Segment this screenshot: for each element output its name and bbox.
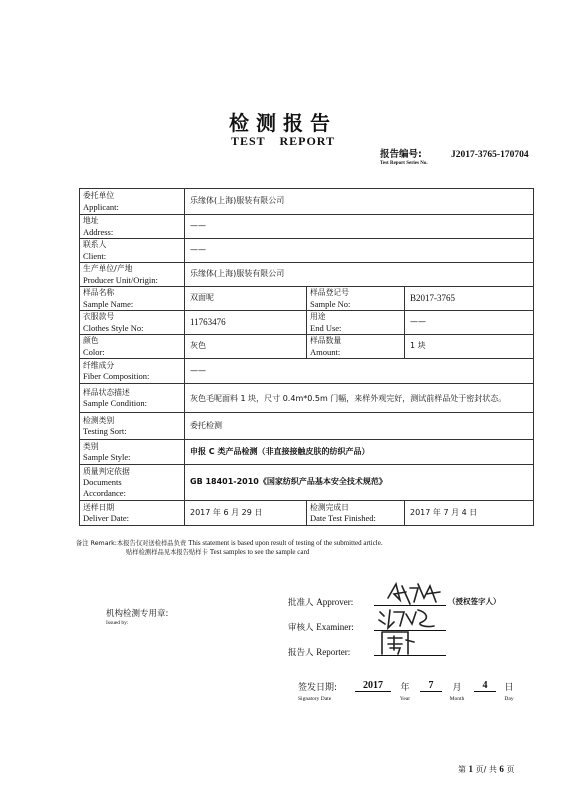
report-no-value: J2017-3765-170704 bbox=[451, 150, 529, 160]
testing-sort-value: 委托检测 bbox=[185, 413, 534, 440]
address-label: 地址 Address: bbox=[80, 215, 185, 239]
address-value: —— bbox=[185, 215, 534, 239]
color-value: 灰色 bbox=[185, 335, 307, 359]
accordance-value: GB 18401-2010《国家纺织产品基本安全技术规范》 bbox=[185, 465, 534, 501]
remark-line-2: 贴样检测样品见本报告贴样卡 Test samples to see the sample card bbox=[126, 548, 310, 556]
sample-info-table bbox=[79, 188, 534, 526]
approver-row: 批准人 Approver: bbox=[288, 597, 354, 608]
end-use-label: 用途 End Use: bbox=[307, 311, 405, 335]
report-title-en: TEST REPORT bbox=[230, 134, 336, 148]
signatory-date bbox=[0, 680, 566, 710]
signatory-year-unit: 年 Year bbox=[399, 683, 411, 702]
row-accordance bbox=[80, 465, 534, 501]
testing-sort-label: 检测类别 Testing Sort: bbox=[80, 413, 185, 440]
finish-date-value: 2017 年 7 月 4 日 bbox=[405, 501, 534, 526]
sample-name-label: 样品名称 Sample Name: bbox=[80, 287, 185, 311]
row-dates bbox=[80, 501, 534, 526]
fiber-label: 纤维成分 Fiber Composition: bbox=[80, 359, 185, 384]
row-producer bbox=[80, 263, 534, 287]
applicant-value: 乐缘体(上海)服装有限公司 bbox=[185, 189, 534, 215]
style-no-value: 11763476 bbox=[185, 311, 307, 335]
client-value: —— bbox=[185, 239, 534, 263]
row-testing-sort bbox=[80, 413, 534, 440]
row-style-no bbox=[80, 311, 534, 335]
page-number: 第 1 页/ 共 6 页 bbox=[458, 764, 515, 774]
finish-date-label: 检测完成日 Date Test Finished: bbox=[307, 501, 405, 526]
issued-by bbox=[106, 607, 168, 626]
report-no-label-en: Test Report Series No. bbox=[380, 161, 428, 166]
remark-line-1: 备注 Remark:本报告仅对送检样品负责 This statement is based upon result of testing of the submitted article. bbox=[76, 539, 383, 547]
applicant-label: 委托单位 Applicant: bbox=[80, 189, 185, 215]
row-fiber bbox=[80, 359, 534, 384]
deliver-date-label: 送样日期 Deliver Date: bbox=[80, 501, 185, 526]
row-sample-name bbox=[80, 287, 534, 311]
producer-value: 乐缘体(上海)服装有限公司 bbox=[185, 263, 534, 287]
report-no-label bbox=[380, 146, 428, 166]
row-address bbox=[80, 215, 534, 239]
amount-label: 样品数量 Amount: bbox=[307, 335, 405, 359]
row-condition bbox=[80, 384, 534, 413]
examiner-row: 审核人 Examiner: bbox=[288, 622, 354, 633]
style-no-label: 衣服款号 Clothes Style No: bbox=[80, 311, 185, 335]
sample-style-label: 类别 Sample Style: bbox=[80, 440, 185, 465]
row-color bbox=[80, 335, 534, 359]
report-no-label-cn: 报告编号: bbox=[380, 149, 422, 160]
row-applicant bbox=[80, 189, 534, 215]
sample-no-value: B2017-3765 bbox=[405, 287, 534, 311]
deliver-date-value: 2017 年 6 月 29 日 bbox=[185, 501, 307, 526]
amount-value: 1 块 bbox=[405, 335, 534, 359]
signatory-date-label: 签发日期: Signatory Date bbox=[298, 683, 338, 702]
reporter-row: 报告人 Reporter: bbox=[288, 647, 351, 658]
producer-label: 生产单位/产地 Producer Unit/Origin: bbox=[80, 263, 185, 287]
end-use-value: —— bbox=[405, 311, 534, 335]
sample-no-label: 样品登记号 Sample No: bbox=[307, 287, 405, 311]
fiber-value: —— bbox=[185, 359, 534, 384]
signatory-month: 7 bbox=[420, 680, 442, 692]
approver-note: （授权签字人） bbox=[448, 597, 501, 606]
client-label: 联系人 Client: bbox=[80, 239, 185, 263]
condition-value: 灰色毛呢面料 1 块，尺寸 0.4m*0.5m 门幅，来样外观完好，测试前样品处于密封状态。 bbox=[185, 384, 534, 413]
sample-name-value: 双面呢 bbox=[185, 287, 307, 311]
signatory-day-unit: 日 Day bbox=[504, 683, 514, 702]
signatory-month-unit: 月 Month bbox=[449, 683, 465, 702]
reporter-signature bbox=[378, 628, 418, 658]
issued-by-label-cn: 机构检测专用章: bbox=[106, 609, 169, 619]
signatory-day: 4 bbox=[474, 680, 496, 692]
color-label: 颜色 Color: bbox=[80, 335, 185, 359]
accordance-label: 质量判定依据 Documents Accordance: bbox=[80, 465, 185, 501]
report-title-cn: 检测报告 bbox=[229, 111, 337, 135]
row-sample-style bbox=[80, 440, 534, 465]
sample-style-value: 申报 C 类产品检测（非直接接触皮肤的纺织产品） bbox=[185, 440, 534, 465]
remark bbox=[76, 539, 383, 557]
signatory-year: 2017 bbox=[355, 680, 391, 692]
condition-label: 样品状态描述 Sample Condition: bbox=[80, 384, 185, 413]
issued-by-label-en: Issued by: bbox=[106, 620, 129, 626]
row-client bbox=[80, 239, 534, 263]
